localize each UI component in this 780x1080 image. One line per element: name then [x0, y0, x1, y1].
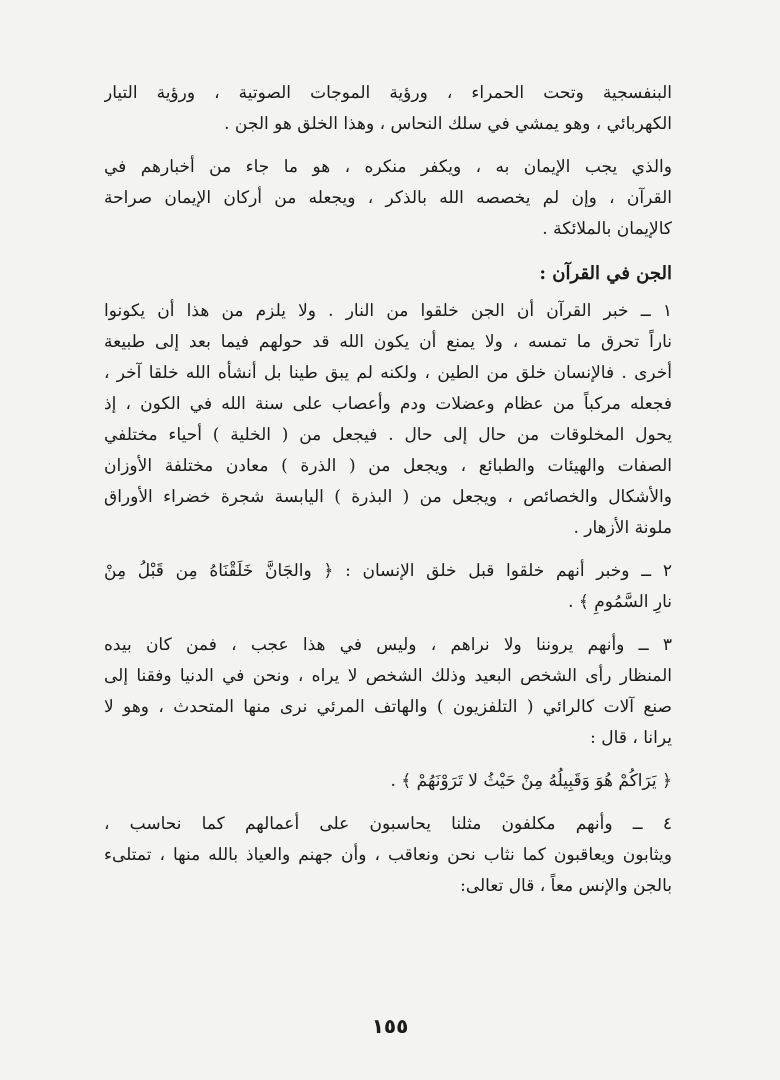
text-line: يرانا ، قال : [590, 728, 672, 748]
section-heading: الجن في القرآن : [539, 263, 672, 284]
verse-line: ﴿ يَرَاكُمْ هُوَ وَقَبِيلُهُ مِنْ حَيْثُ لا تَرَوْنَهُمْ ﴾ . [390, 771, 672, 791]
text-line: يحول المخلوقات من حال إلى حال . فيجعل من ( الخلية ) أحياء مختلفي [104, 425, 672, 445]
text-line: المنظار رأى الشخص البعيد وذلك الشخص لا يراه ، ونحن في الدنيا وفقنا إلى [104, 666, 672, 686]
quran-verse [104, 766, 672, 797]
text-line: فجعله مركباً من عظام وعضلات ودم وأعصاب على سنة الله في الكون ، إذ [104, 394, 672, 414]
paragraph-point-4 [104, 809, 672, 902]
text-line: الكهربائي ، وهو يمشي في سلك النحاس ، وهذا الخلق هو الجن . [224, 114, 672, 134]
text-line: ٢ ــ وخبر أنهم خلقوا قبل خلق الإنسان : ﴿ والجَانَّ خَلَقْنَاهُ مِن قَبْلُ مِنْ [104, 561, 672, 581]
text-line: ٣ ــ وأنهم يروننا ولا نراهم ، وليس في هذا عجب ، فمن كان بيده [104, 635, 672, 655]
text-line: البنفسجية وتحت الحمراء ، ورؤية الموجات الصوتية ، ورؤية التيار [104, 83, 672, 103]
text-line: نارِ السَّمُومِ ﴾ . [568, 592, 672, 612]
text-line: بالجن والإنس معاً ، قال تعالى: [460, 876, 672, 896]
text-line: صنع آلات كالرائي ( التلفزيون ) والهاتف المرئي نرى منها المتحدث ، وهو لا [104, 697, 672, 717]
text-line: ملونة الأزهار . [573, 518, 672, 538]
paragraph-point-1 [104, 296, 672, 544]
text-line: ١ ــ خبر القرآن أن الجن خلقوا من النار . ولا يلزم من هذا أن يكونوا [104, 301, 672, 321]
text-line: والأشكال والخصائص ، ويجعل من ( البذرة ) اليابسة شجرة خضراء الأوراق [104, 487, 672, 507]
paragraph-point-2 [104, 556, 672, 618]
text-line: القرآن ، وإن لم يخصصه الله بالذكر ، ويجعله من أركان الإيمان صراحة [104, 188, 672, 208]
page-number: ١٥٥ [371, 1014, 409, 1038]
text-line: كالإيمان بالملائكة . [542, 219, 672, 239]
text-line: ويثابون ويعاقبون كما نثاب نحن ونعاقب ، وأن جهنم والعياذ بالله منها ، تمتلىء [104, 845, 672, 865]
paragraph-point-3 [104, 630, 672, 754]
paragraph-continuation [104, 78, 672, 140]
page-body-text [104, 78, 672, 914]
text-line: أخرى . فالإنسان خلق من الطين ، ولكنه لم يبق طينا بل أنشأه الله خلقا آخر ، [104, 363, 672, 383]
text-line: الصفات والهيئات والطبائع ، ويجعل من ( الذرة ) معادن مختلفة الأوزان [104, 456, 672, 476]
text-line: ٤ ــ وأنهم مكلفون مثلنا يحاسبون على أعمالهم كما نحاسب ، [104, 814, 672, 834]
paragraph-belief [104, 152, 672, 245]
text-line: ناراً تحرق ما تمسه ، ولا يمنع أن يكون الله قد حولهم فيما بعد إلى طبيعة [104, 332, 672, 352]
text-line: والذي يجب الإيمان به ، ويكفر منكره ، هو ما جاء من أخبارهم في [104, 157, 672, 177]
